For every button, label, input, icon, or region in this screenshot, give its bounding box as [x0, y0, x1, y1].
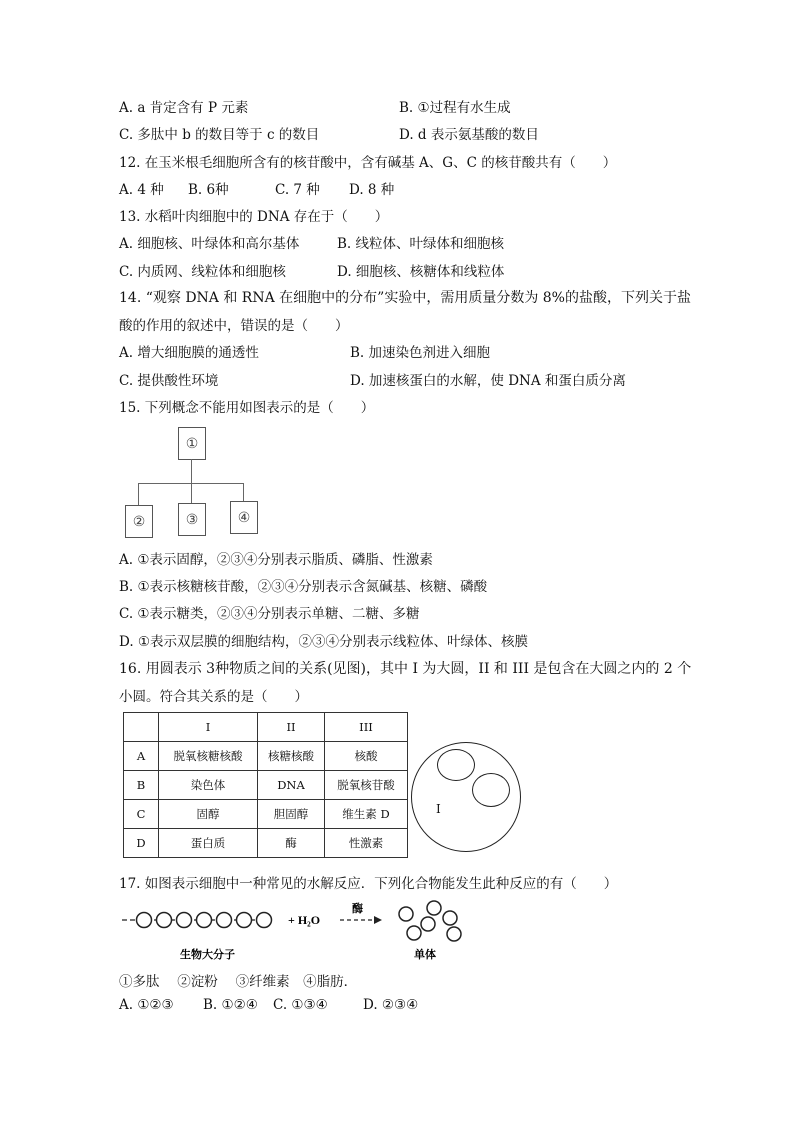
q13-stem: 13. 水稻叶肉细胞中的 DNA 存在于（ ）	[119, 209, 389, 225]
table-cell: 脱氧核糖核酸	[159, 742, 258, 771]
table-cell: 维生素 D	[325, 800, 408, 829]
q17-option-c: C. ①③④	[273, 997, 328, 1013]
table-header-row	[124, 713, 408, 742]
free-monomer	[447, 927, 461, 941]
table-row	[124, 771, 408, 800]
small-circle-ii	[437, 749, 475, 781]
q14-option-a: A. 增大细胞膜的通透性	[119, 345, 259, 361]
q15-stem-connector	[191, 459, 192, 483]
free-monomer	[399, 907, 413, 921]
q12-option-d: D. 8 种	[349, 182, 395, 198]
q16-options-table	[123, 712, 408, 858]
q15-node-1: ①	[178, 427, 206, 460]
monomer-circle	[217, 913, 232, 928]
q12-option-b: B. 6种	[188, 182, 229, 198]
q17-option-d: D. ②③④	[363, 997, 419, 1013]
q17-option-a: A. ①②③	[119, 997, 174, 1013]
q17-option-b: B. ①②④	[203, 997, 258, 1013]
q14-stem-line1: 14. “观察 DNA 和 RNA 在细胞中的分布”实验中，需用质量分数为 8%的盐酸，下列关于盐	[119, 290, 691, 306]
table-header-cell: I	[159, 713, 258, 742]
circle-label-i: I	[436, 802, 441, 816]
q15-node-2: ②	[125, 505, 153, 538]
q13-option-a: A. 细胞核、叶绿体和高尔基体	[119, 236, 300, 252]
free-monomer	[407, 926, 421, 940]
q15-left-connector	[138, 483, 139, 505]
enzyme-label: 酶	[352, 902, 363, 915]
q17-hydrolysis-diagram	[118, 898, 468, 966]
q11-option-b: B. ①过程有水生成	[399, 100, 511, 116]
small-circle-iii	[472, 773, 510, 807]
table-row	[124, 800, 408, 829]
macromolecule-label: 生物大分子	[180, 948, 235, 961]
free-monomer	[427, 901, 441, 915]
monomer-circle	[257, 913, 272, 928]
q13-option-b: B. 线粒体、叶绿体和细胞核	[337, 236, 505, 252]
q11-option-d: D. d 表示氨基酸的数目	[399, 127, 539, 143]
monomer-circle	[177, 913, 192, 928]
q15-node-3: ③	[178, 503, 206, 536]
table-cell: 蛋白质	[159, 829, 258, 858]
plus-water-label: + H₂O	[288, 913, 321, 927]
monomer-circle	[137, 913, 152, 928]
table-cell: 酶	[258, 829, 325, 858]
q15-option-a: A. ①表示固醇，②③④分别表示脂质、磷脂、性激素	[119, 552, 433, 568]
free-monomer	[421, 917, 435, 931]
monomer-circle	[157, 913, 172, 928]
q12-option-a: A. 4 种	[119, 182, 164, 198]
q14-stem-line2: 酸的作用的叙述中，错误的是（ ）	[119, 318, 349, 334]
q12-option-c: C. 7 种	[275, 182, 320, 198]
free-monomer	[443, 911, 457, 925]
table-cell: B	[124, 771, 159, 800]
table-cell: 染色体	[159, 771, 258, 800]
q11-option-c: C. 多肽中 b 的数目等于 c 的数目	[119, 127, 320, 143]
q13-option-c: C. 内质网、线粒体和细胞核	[119, 264, 286, 280]
table-cell: D	[124, 829, 159, 858]
reaction-arrow-head	[374, 916, 382, 924]
q15-option-c: C. ①表示糖类，②③④分别表示单糖、二糖、多糖	[119, 606, 420, 622]
q15-mid-connector	[191, 483, 192, 503]
monomer-label: 单体	[414, 948, 436, 961]
table-cell: A	[124, 742, 159, 771]
table-header-cell	[124, 713, 159, 742]
table-cell: 脱氧核苷酸	[325, 771, 408, 800]
table-header-cell: III	[325, 713, 408, 742]
q17-items: ①多肽 ②淀粉 ③纤维素 ④脂肪．	[119, 974, 358, 990]
q15-right-connector	[243, 483, 244, 501]
table-cell: 胆固醇	[258, 800, 325, 829]
q17-stem: 17. 如图表示细胞中一种常见的水解反应．下列化合物能发生此种反应的有（ ）	[119, 876, 618, 892]
q15-option-d: D. ①表示双层膜的细胞结构，②③④分别表示线粒体、叶绿体、核膜	[119, 634, 529, 650]
q16-stem-line2: 小圆。符合其关系的是（ ）	[119, 689, 308, 705]
table-row	[124, 829, 408, 858]
q13-option-d: D. 细胞核、核糖体和线粒体	[337, 264, 505, 280]
table-cell: 固醇	[159, 800, 258, 829]
q11-option-a: A. a 肯定含有 P 元素	[119, 100, 249, 116]
q14-option-b: B. 加速染色剂进入细胞	[350, 345, 491, 361]
table-cell: 核糖核酸	[258, 742, 325, 771]
table-cell: 核酸	[325, 742, 408, 771]
table-header-cell: II	[258, 713, 325, 742]
q15-option-b: B. ①表示核糖核苷酸，②③④分别表示含氮碱基、核糖、磷酸	[119, 579, 488, 595]
q14-option-c: C. 提供酸性环境	[119, 373, 219, 389]
table-row	[124, 742, 408, 771]
q14-option-d: D. 加速核蛋白的水解，使 DNA 和蛋白质分离	[350, 373, 626, 389]
monomer-circle	[237, 913, 252, 928]
q16-stem-line1: 16. 用圆表示 3种物质之间的关系(见图)，其中 I 为大圆，II 和 III 是包含在大圆之内的 2 个	[119, 661, 692, 677]
q15-stem: 15. 下列概念不能用如图表示的是（ ）	[119, 400, 375, 416]
q12-stem: 12. 在玉米根毛细胞所含有的核苷酸中，含有碱基 A、G、C 的核苷酸共有（ ）	[119, 155, 617, 171]
table-cell: C	[124, 800, 159, 829]
table-cell: 性激素	[325, 829, 408, 858]
monomer-circle	[197, 913, 212, 928]
q15-node-4: ④	[230, 501, 258, 534]
table-cell: DNA	[258, 771, 325, 800]
